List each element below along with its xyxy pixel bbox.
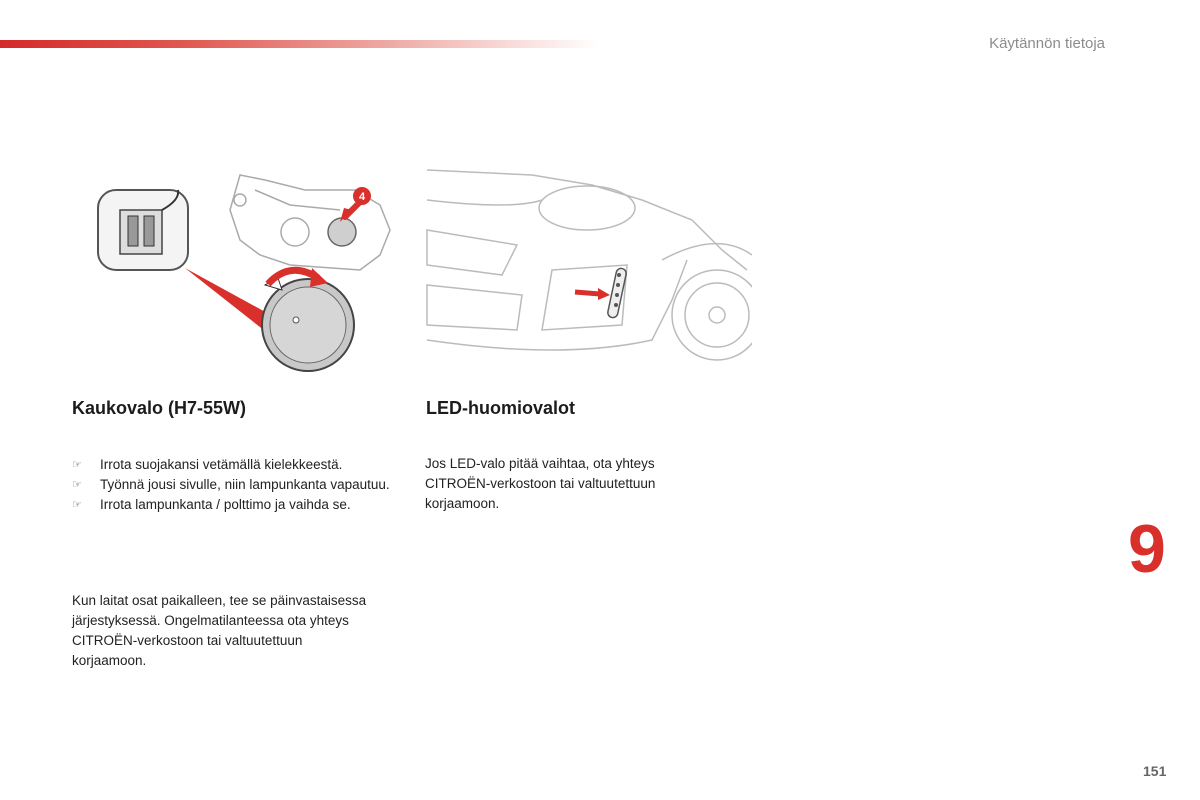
- headlamp-bulb-illustration: [90, 160, 395, 385]
- step-text: Irrota lampunkanta / polttimo ja vaihda se.: [100, 497, 351, 512]
- bulb-cover-location: [328, 218, 356, 246]
- header-accent-bar: [0, 40, 600, 48]
- hand-pointer-icon: ☞: [72, 459, 82, 471]
- step-badge-number: 4: [358, 191, 366, 203]
- high-beam-heading: Kaukovalo (H7-55W): [72, 398, 247, 418]
- step-text: Irrota suojakansi vetämällä kielekkeestä.: [100, 457, 343, 472]
- chapter-number: 9: [1128, 511, 1166, 587]
- hand-pointer-icon: ☞: [72, 479, 82, 491]
- section-title: Käytännön tietoja: [989, 35, 1105, 52]
- car-outline: [427, 170, 752, 360]
- protective-cover-disc: [262, 278, 354, 371]
- high-beam-steps: [72, 455, 402, 515]
- hand-pointer-icon: ☞: [72, 499, 82, 511]
- list-item: [72, 495, 402, 515]
- page-number: 151: [1143, 763, 1167, 779]
- list-item: [72, 455, 402, 475]
- led-lights-heading: LED-huomiovalot: [426, 398, 575, 418]
- led-arrow: [575, 292, 600, 294]
- step-text: Työnnä jousi sivulle, niin lampunkanta vapautuu.: [100, 477, 390, 492]
- led-arrow-head: [598, 288, 610, 300]
- led-replacement-text: Jos LED-valo pitää vaihtaa, ota yhteys CITROËN-verkostoon tai valtuutettuun korjaamoon.: [425, 456, 656, 511]
- refit-note: Kun laitat osat paikalleen, tee se päinvastaisessa järjestyksessä. Ongelmatilanteessa ota yhteys CITROËN-verkostoon tai valtuutettuun korjaamoon.: [72, 593, 367, 668]
- car-front-led-illustration: [422, 160, 752, 385]
- bulb-connector-inset: [98, 190, 188, 270]
- list-item: [72, 475, 402, 495]
- step-arrow: [340, 202, 360, 222]
